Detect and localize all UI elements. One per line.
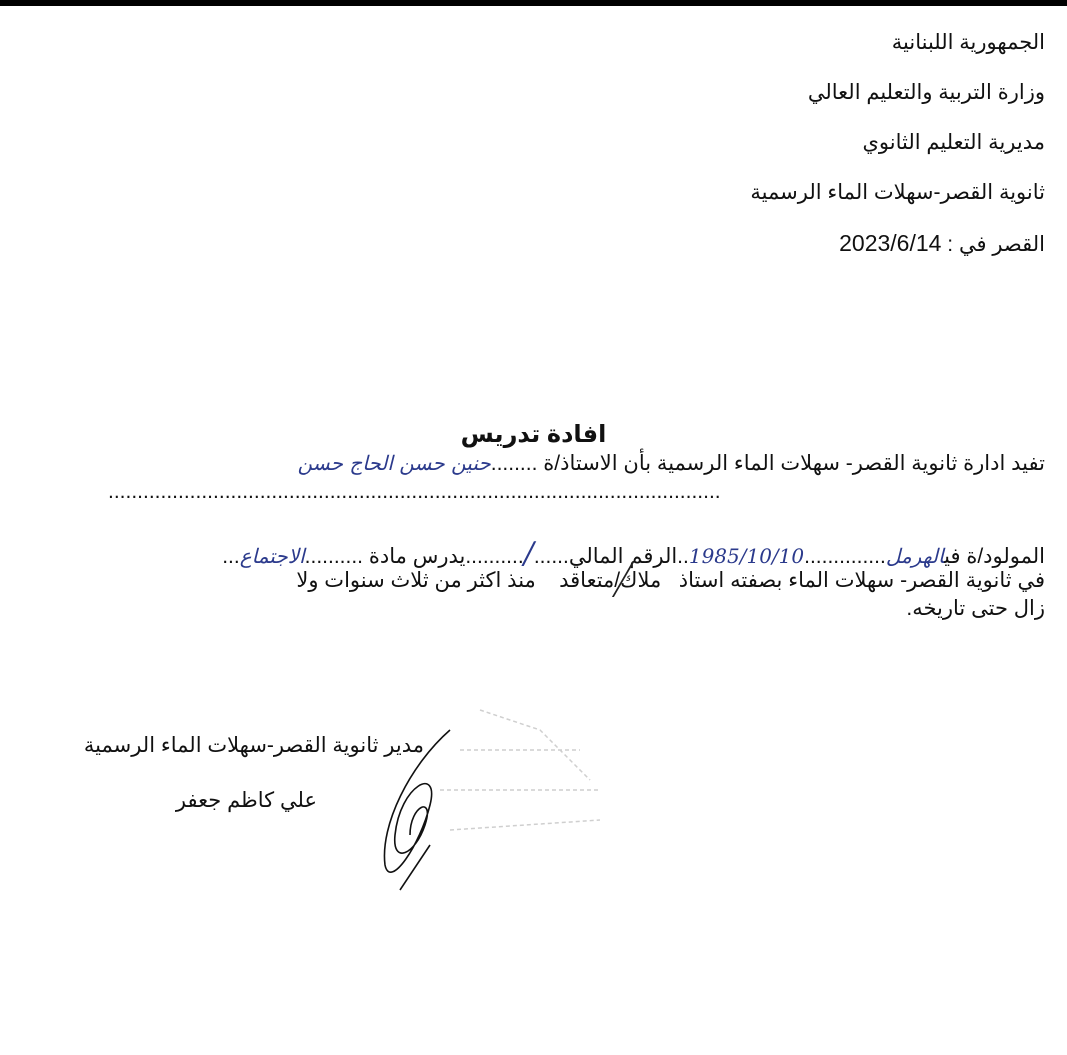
status-struck: ملاك (620, 569, 662, 592)
birth-place: الهرمل (885, 544, 945, 568)
line3-end: منذ اكثر من ثلاث سنوات ولا (296, 569, 536, 592)
body-line-4: زال حتى تاريخه. (906, 597, 1045, 620)
body-line-3 (296, 568, 1045, 593)
body-line-2: المولود/ة فيالهرمل..............1985/10/10..الرقم المالي....../..........يدرس مادة ..........الاجتماع... (222, 536, 1045, 571)
header-country: الجمهورية اللبنانية (891, 31, 1045, 54)
teacher-name: حنين حسن الحاج حسن (297, 451, 491, 475)
line1-text: تفيد ادارة ثانوية القصر- سهلات الماء الرسمية بأن الاستاذ/ة (543, 452, 1045, 475)
financial-number-label: الرقم المالي (568, 545, 678, 568)
header-school: ثانوية القصر-سهلات الماء الرسمية (750, 181, 1045, 204)
document-title: افادة تدريس (460, 421, 607, 448)
header-date-line (839, 230, 1045, 257)
top-border (0, 0, 1067, 6)
body-line-1: تفيد ادارة ثانوية القصر- سهلات الماء الرسمية بأن الاستاذ/ة ........حنين حسن الحاج حسن (297, 451, 1045, 475)
header-directorate: مديرية التعليم الثانوي (862, 131, 1045, 154)
place-date-label: القصر في : (947, 233, 1045, 256)
subject: الاجتماع (239, 544, 305, 568)
header-ministry: وزارة التربية والتعليم العالي (807, 81, 1045, 104)
signature-role: مدير ثانوية القصر-سهلات الماء الرسمية (83, 734, 424, 757)
birth-date: 1985/10/10 (688, 544, 805, 568)
subject-label: يدرس مادة (368, 545, 466, 568)
line3-text: في ثانوية القصر- سهلات الماء بصفته استاذ (678, 569, 1045, 592)
signature-name: علي كاظم جعفر (175, 789, 317, 812)
dotted-line: ......................................................................................................... (108, 480, 721, 503)
born-label: المولود/ة في (944, 545, 1045, 568)
financial-number: / (523, 536, 534, 571)
document-date: 2023/6/14 (839, 230, 942, 256)
status: /متعاقد (559, 569, 621, 592)
